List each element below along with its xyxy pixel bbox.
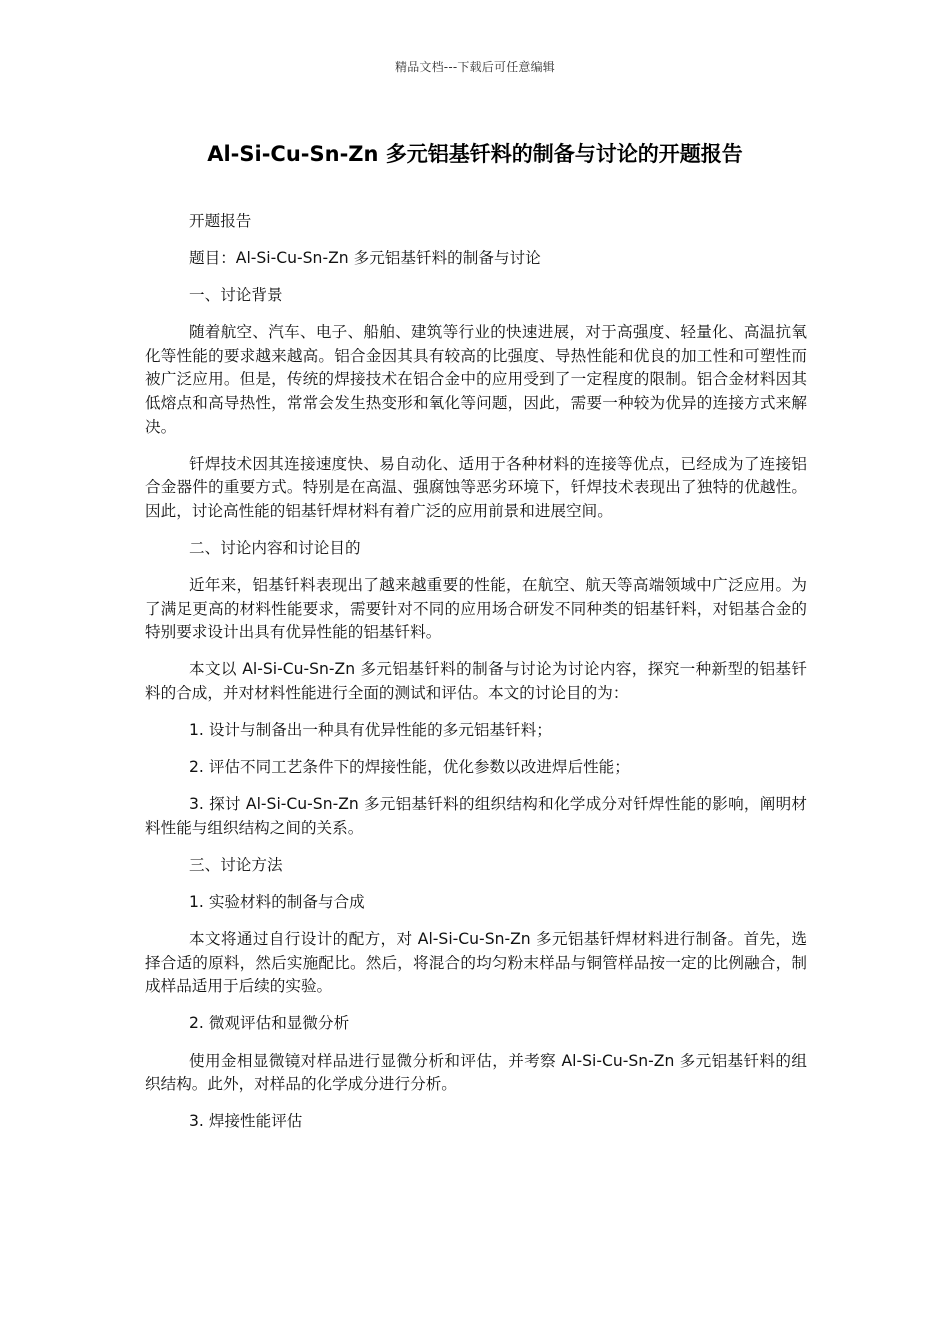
purpose-item-3: 3. 探讨 Al-Si-Cu-Sn-Zn 多元铝基钎料的组织结构和化学成分对钎焊性能的影响，阐明材料性能与组织结构之间的关系。 (145, 795, 807, 837)
section-heading-background: 一、讨论背景 (189, 286, 283, 305)
purpose-item-2: 2. 评估不同工艺条件下的焊接性能，优化参数以改进焊后性能； (189, 758, 630, 777)
content-paragraph-2: 本文以 Al-Si-Cu-Sn-Zn 多元铝基钎料的制备与讨论为讨论内容，探究一种新型的铝基钎料的合成，并对材料性能进行全面的测试和评估。本文的讨论目的为： (145, 660, 807, 702)
method-heading-2: 2. 微观评估和显微分析 (189, 1014, 350, 1033)
background-paragraph-1: 随着航空、汽车、电子、船舶、建筑等行业的快速进展，对于高强度、轻量化、高温抗氧化等性能的要求越来越高。铝合金因其具有较高的比强度、导热性能和优良的加工性和可塑性而被广泛应用。但是，传统的焊接技术在铝合金中的应用受到了一定程度的限制。铝合金材料因其低熔点和高导热性，常常会发生热变形和氧化等问题，因此，需要一种较为优异的连接方式来解决。 (145, 323, 807, 436)
content-paragraph-1: 近年来，铝基钎料表现出了越来越重要的性能，在航空、航天等高端领域中广泛应用。为了满足更高的材料性能要求，需要针对不同的应用场合研发不同种类的铝基钎料，对铝基合金的特别要求设计出具有优异性能的铝基钎料。 (145, 576, 807, 642)
document-body (145, 210, 807, 1147)
label-report: 开题报告 (189, 212, 252, 230)
method-paragraph-2: 使用金相显微镜对样品进行显微分析和评估，并考察 Al-Si-Cu-Sn-Zn 多元铝基钎料的组织结构。此外，对样品的化学成分进行分析。 (145, 1051, 807, 1094)
purpose-item-1: 1. 设计与制备出一种具有优异性能的多元铝基钎料； (189, 721, 552, 740)
method-heading-3: 3. 焊接性能评估 (189, 1112, 303, 1131)
method-heading-1: 1. 实验材料的制备与合成 (189, 893, 365, 912)
method-paragraph-1: 本文将通过自行设计的配方，对 Al-Si-Cu-Sn-Zn 多元铝基钎焊材料进行制备。首先，选择合适的原料，然后实施配比。然后，将混合的均匀粉末样品与铜管样品按一定的比例融合，制成样品适用于后续的实验。 (145, 930, 807, 996)
background-paragraph-2: 钎焊技术因其连接速度快、易自动化、适用于各种材料的连接等优点，已经成为了连接铝合金器件的重要方式。特别是在高温、强腐蚀等恶劣环境下，钎焊技术表现出了独特的优越性。因此，讨论高性能的铝基钎焊材料有着广泛的应用前景和进展空间。 (145, 454, 807, 520)
section-heading-content-purpose: 二、讨论内容和讨论目的 (189, 539, 361, 558)
section-heading-methods: 三、讨论方法 (189, 855, 283, 874)
document-title: Al-Si-Cu-Sn-Zn 多元铝基钎料的制备与讨论的开题报告 (207, 142, 743, 166)
topic-line: 题目：Al-Si-Cu-Sn-Zn 多元铝基钎料的制备与讨论 (189, 249, 541, 268)
header-note: 精品文档---下载后可任意编辑 (395, 60, 555, 74)
